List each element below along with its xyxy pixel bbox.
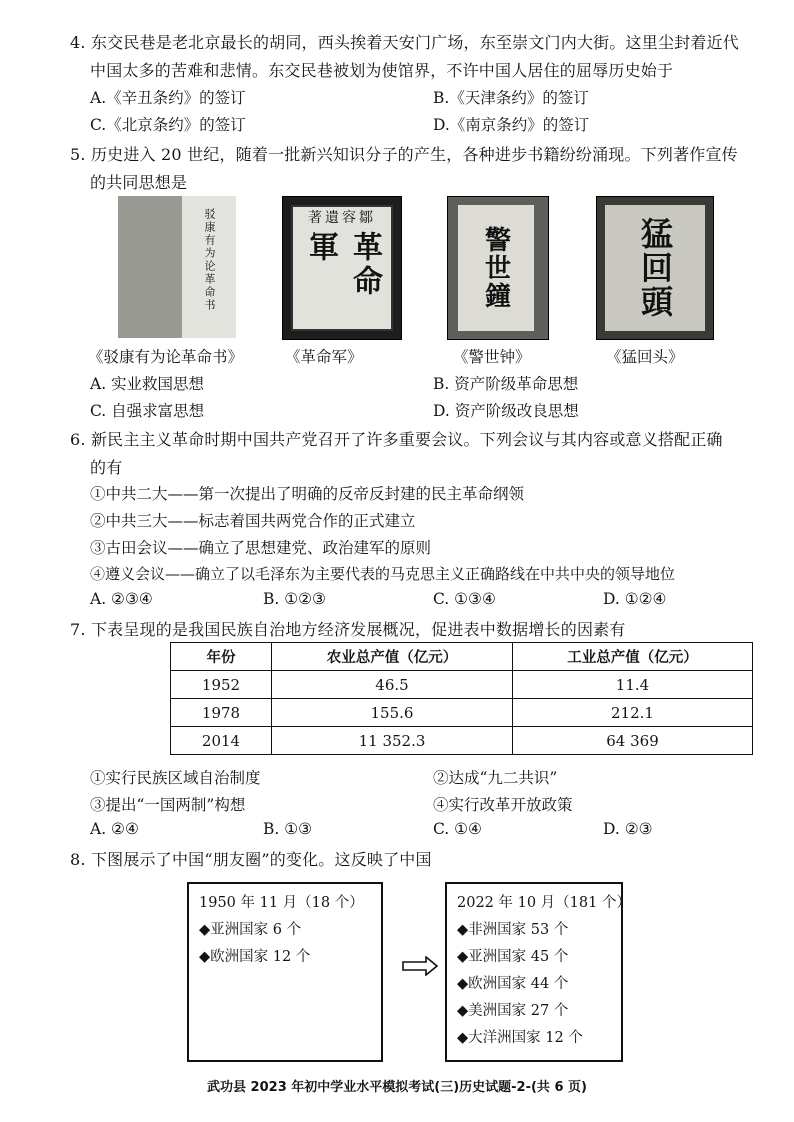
table-cell-agriculture: 46.5	[272, 671, 513, 699]
diplomacy-box-2022	[445, 882, 631, 1062]
box-1950-item: ◆欧洲国家 12 个	[199, 949, 311, 965]
q6-option-d: D. ①②④	[603, 590, 667, 608]
q7-option-b: B. ①③	[263, 820, 313, 838]
box-2022-item: ◆美洲国家 27 个	[457, 1003, 569, 1019]
diplomacy-box-1950	[187, 882, 383, 1062]
box-2022-title: 2022 年 10 月（181 个）	[457, 895, 631, 911]
q5-stem-line1: 5. 历史进入 20 世纪，随着一批新兴知识分子的产生，各种进步书籍纷纷涌现。下列著作宣传	[70, 145, 738, 164]
q6-item-1: ①中共二大——第一次提出了明确的反帝反封建的民主革命纲领	[90, 485, 525, 503]
table-cell-year: 1978	[171, 699, 272, 727]
q7-option-a: A. ②④	[90, 820, 139, 838]
table-cell-agriculture: 155.6	[272, 699, 513, 727]
q6-item-2: ②中共三大——标志着国共两党合作的正式建立	[90, 512, 416, 530]
q5-stem-line2: 的共同思想是	[90, 173, 188, 192]
q8-stem: 8. 下图展示了中国“朋友圈”的变化。这反映了中国	[70, 850, 432, 869]
book-cover-image-3	[447, 196, 549, 340]
q6-item-3: ③古田会议——确立了思想建党、政治建军的原则	[90, 539, 432, 557]
right-arrow-icon	[402, 956, 438, 976]
q6-option-a: A. ②③④	[90, 590, 153, 608]
q5-option-d: D. 资产阶级改良思想	[433, 402, 579, 420]
box-1950-item: ◆亚洲国家 6 个	[199, 922, 302, 938]
table-cell-industry: 212.1	[513, 699, 753, 727]
q7-option-c: C. ①④	[433, 820, 482, 838]
q4-option-c: C.《北京条约》的签订	[90, 116, 246, 134]
book-cover-title-2: 革命軍	[303, 231, 382, 299]
q5-option-a: A. 实业救国思想	[90, 375, 205, 393]
table-row	[171, 727, 753, 755]
book-caption-3: 《警世钟》	[453, 348, 531, 366]
q7-item-3: ③提出“一国两制”构想	[90, 796, 246, 814]
q4-option-d: D.《南京条约》的签订	[433, 116, 590, 134]
q5-option-b: B. 资产阶级革命思想	[433, 375, 579, 393]
table-cell-year: 2014	[171, 727, 272, 755]
q7-item-4: ④实行改革开放政策	[433, 796, 573, 814]
q6-stem-line1: 6. 新民主主义革命时期中国共产党召开了许多重要会议。下列会议与其内容或意义搭配正确	[70, 430, 723, 449]
table-header-row	[171, 643, 753, 671]
q6-item-4: ④遵义会议——确立了以毛泽东为主要代表的马克思主义正确路线在中共中央的领导地位	[90, 565, 676, 583]
table-header-agriculture: 农业总产值（亿元）	[272, 643, 513, 671]
q6-stem-line2: 的有	[90, 458, 123, 477]
book-cover-image-4	[596, 196, 714, 340]
q4-stem-line1: 4. 东交民巷是老北京最长的胡同，西头挨着天安门广场，东至崇文门内大街。这里尘封着近代	[70, 33, 739, 52]
box-1950-title: 1950 年 11 月（18 个）	[199, 895, 364, 911]
table-cell-industry: 64 369	[513, 727, 753, 755]
q7-option-d: D. ②③	[603, 820, 653, 838]
table-cell-year: 1952	[171, 671, 272, 699]
box-2022-item: ◆大洋洲国家 12 个	[457, 1030, 583, 1046]
q4-option-a: A.《辛丑条约》的签订	[90, 89, 246, 107]
book-cover-title-1: 驳康有为论革命书	[203, 208, 216, 312]
table-header-year: 年份	[171, 643, 272, 671]
table-header-industry: 工业总产值（亿元）	[513, 643, 753, 671]
table-row	[171, 699, 753, 727]
book-cover-author-2: 著遺容鄒	[308, 210, 376, 226]
q6-option-c: C. ①③④	[433, 590, 496, 608]
q5-option-c: C. 自强求富思想	[90, 402, 205, 420]
book-cover-image-2	[282, 196, 402, 340]
q6-option-b: B. ①②③	[263, 590, 326, 608]
box-2022-item: ◆欧洲国家 44 个	[457, 976, 569, 992]
table-cell-agriculture: 11 352.3	[272, 727, 513, 755]
table-row	[171, 671, 753, 699]
q4-stem-line2: 中国太多的苦难和悲情。东交民巷被划为使馆界，不许中国人居住的屈辱历史始于	[90, 61, 674, 80]
book-caption-2: 《革命军》	[285, 348, 363, 366]
table-cell-industry: 11.4	[513, 671, 753, 699]
q7-item-2: ②达成“九二共识”	[433, 769, 558, 787]
q7-stem: 7. 下表呈现的是我国民族自治地方经济发展概况，促进表中数据增长的因素有	[70, 620, 626, 639]
q4-option-b: B.《天津条约》的签订	[433, 89, 589, 107]
page-footer: 武功县 2023 年初中学业水平模拟考试(三)历史试题-2-(共 6 页)	[207, 1080, 587, 1095]
box-2022-item: ◆非洲国家 53 个	[457, 922, 569, 938]
book-cover-title-3: 警世鐘	[480, 226, 511, 310]
box-2022-item: ◆亚洲国家 45 个	[457, 949, 569, 965]
economy-table	[170, 642, 753, 755]
book-caption-4: 《猛回头》	[606, 348, 684, 366]
book-cover-title-4: 猛回頭	[636, 217, 674, 319]
book-cover-image-1	[118, 196, 236, 338]
book-caption-1: 《驳康有为论革命书》	[88, 348, 244, 366]
q7-item-1: ①实行民族区域自治制度	[90, 769, 261, 787]
